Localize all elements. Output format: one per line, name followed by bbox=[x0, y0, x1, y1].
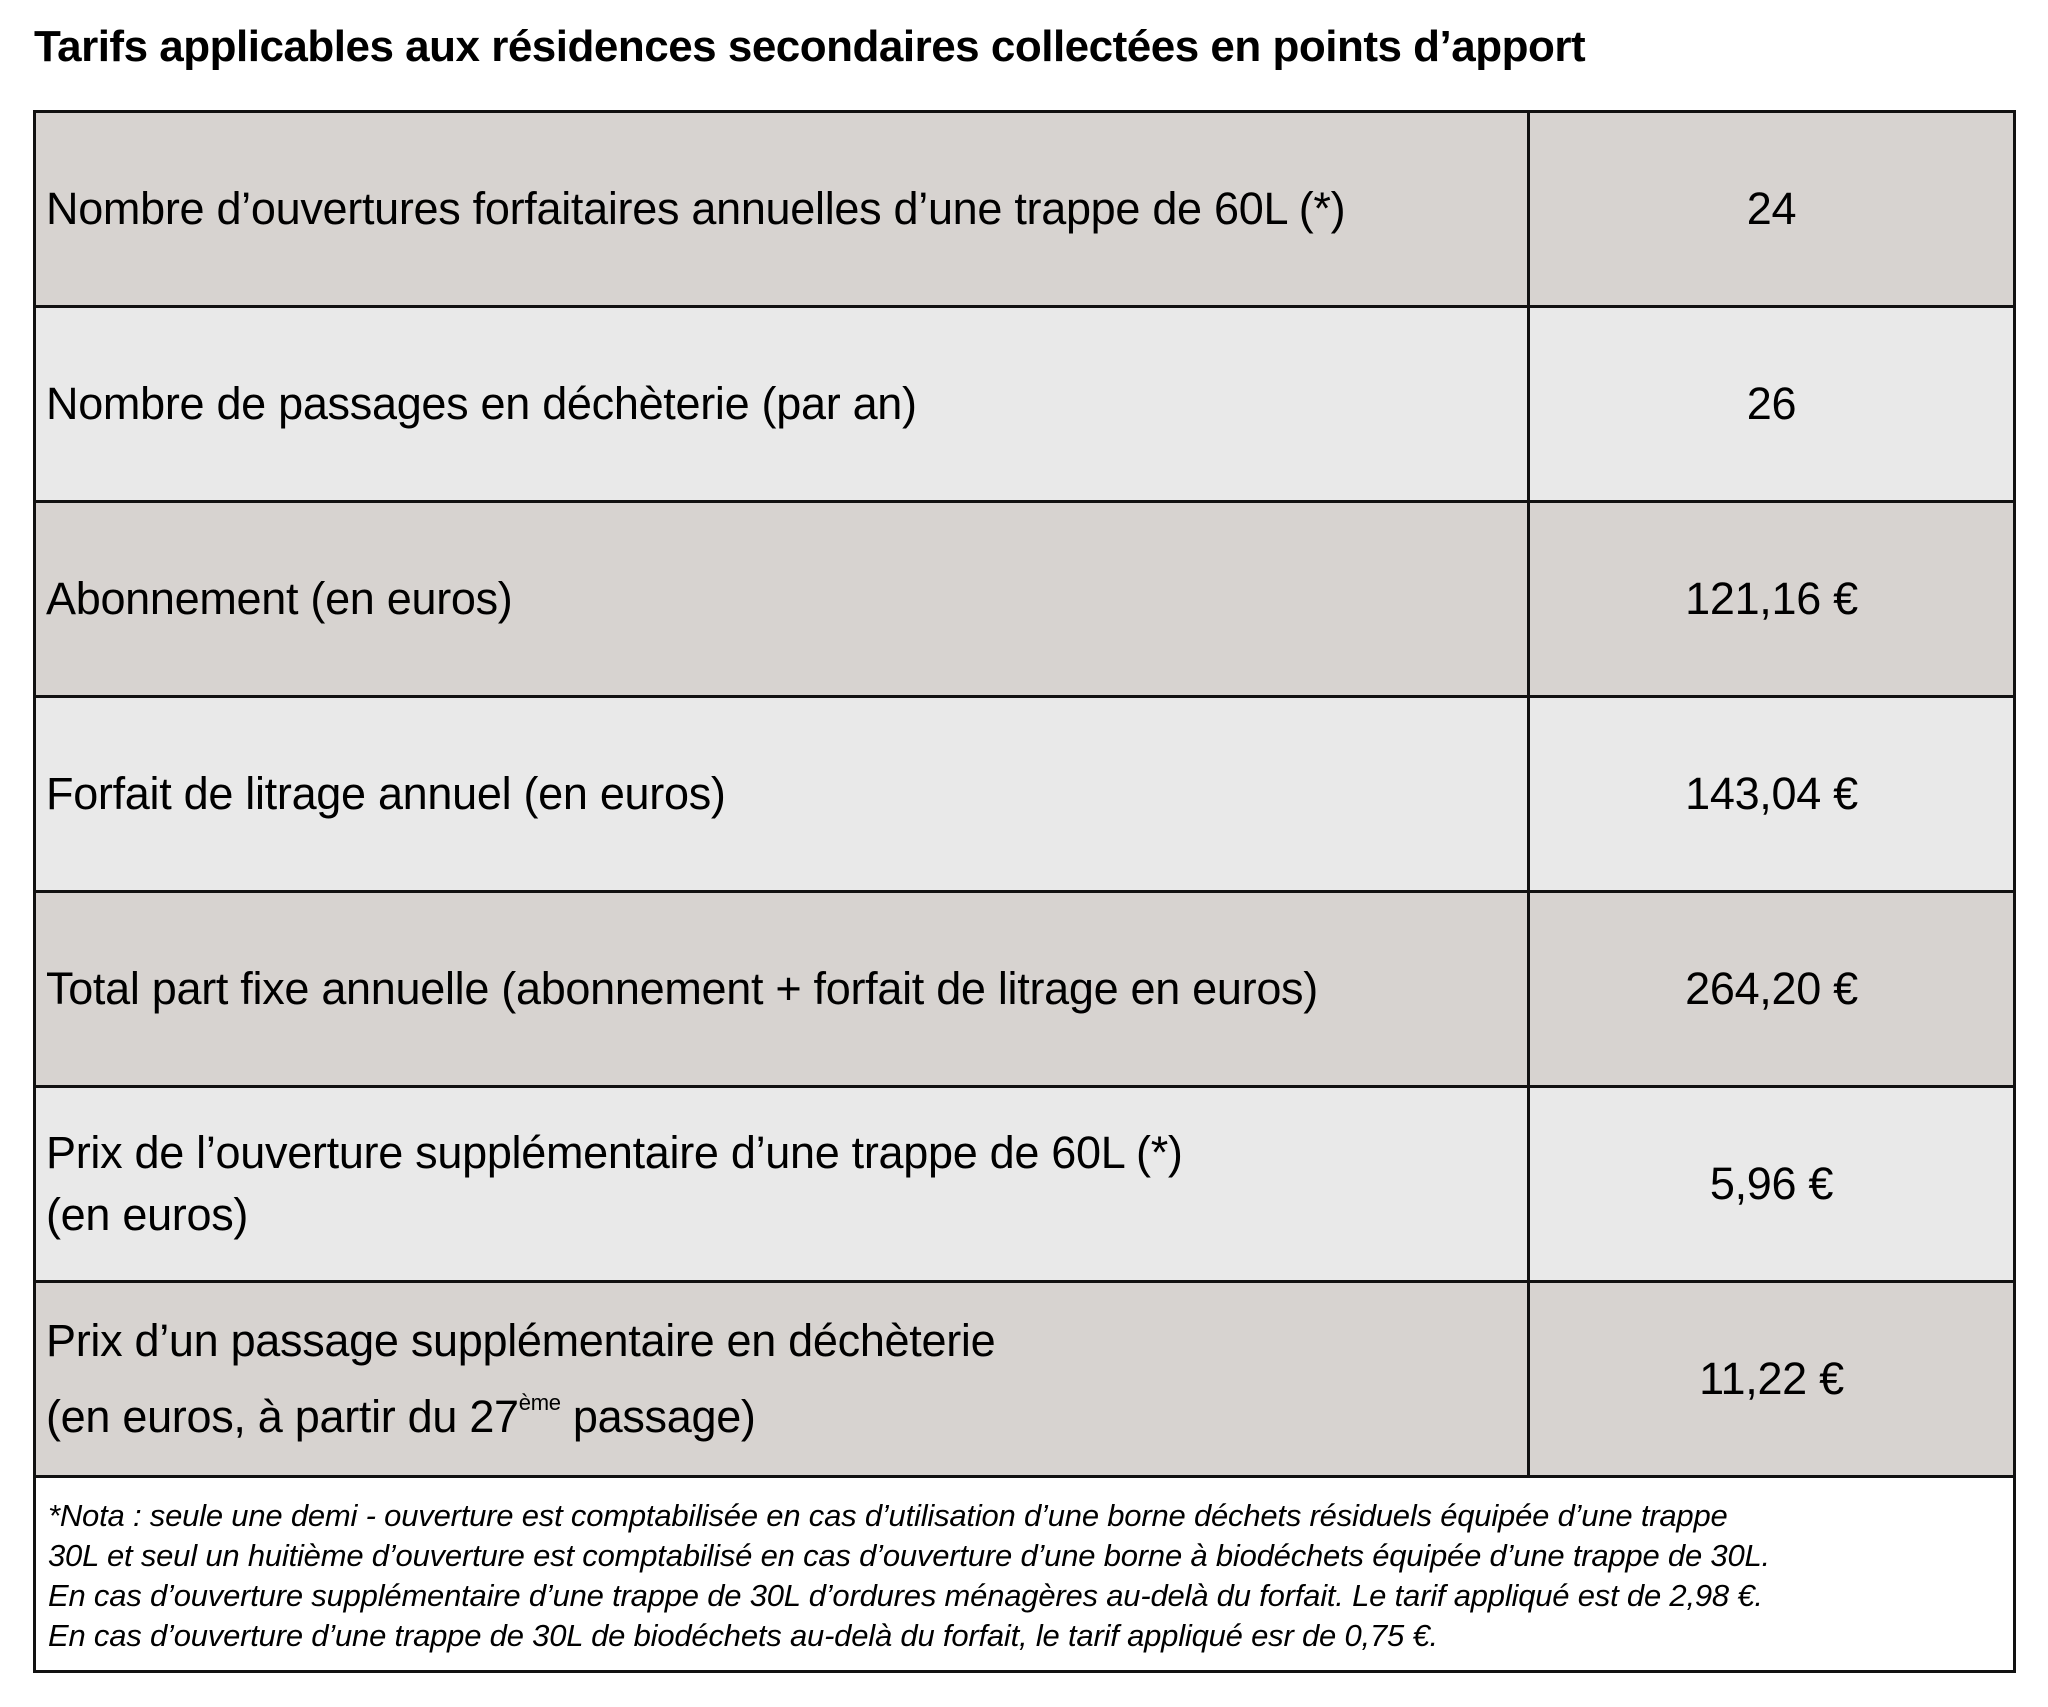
row-label: Abonnement (en euros) bbox=[36, 503, 1530, 695]
table-row bbox=[36, 113, 2013, 308]
tariff-table bbox=[33, 110, 2016, 1673]
row-label-line: Prix de l’ouverture supplémentaire d’une trappe de 60L (*) bbox=[46, 1127, 1183, 1178]
table-row bbox=[36, 698, 2013, 893]
footnote-line: En cas d’ouverture supplémentaire d’une trappe de 30L d’ordures ménagères au-delà du forfait. Le tarif appliqué est de 2,98 €. bbox=[48, 1578, 1763, 1613]
footnote-line: 30L et seul un huitième d’ouverture est comptabilisé en cas d’ouverture d’une borne à biodéchets équipée d’une trappe de 30L. bbox=[48, 1538, 1770, 1573]
row-value: 264,20 € bbox=[1685, 963, 1858, 1014]
footnote bbox=[36, 1478, 2013, 1670]
row-label-line: (en euros) bbox=[46, 1189, 249, 1240]
row-label-line bbox=[46, 1372, 995, 1448]
row-label bbox=[36, 1088, 1530, 1280]
row-label: Total part fixe annuelle (abonnement + forfait de litrage en euros) bbox=[36, 893, 1530, 1085]
table-row bbox=[36, 308, 2013, 503]
label-text: (en euros, à partir du 27 bbox=[46, 1391, 519, 1442]
page-title: Tarifs applicables aux résidences secondaires collectées en points d’apport bbox=[34, 22, 1586, 71]
row-label-line: Prix d’un passage supplémentaire en déchèterie bbox=[46, 1315, 996, 1366]
ordinal-suffix: ème bbox=[518, 1390, 561, 1415]
table-row bbox=[36, 1283, 2013, 1478]
table-row bbox=[36, 1088, 2013, 1283]
label-text: passage) bbox=[560, 1391, 756, 1442]
table-row bbox=[36, 893, 2013, 1088]
row-value: 143,04 € bbox=[1685, 768, 1858, 819]
row-value: 26 bbox=[1746, 378, 1797, 429]
row-value: 24 bbox=[1746, 183, 1797, 234]
footnote-line: En cas d’ouverture d’une trappe de 30L de biodéchets au-delà du forfait, le tarif appliqué esr de 0,75 €. bbox=[48, 1618, 1438, 1653]
row-value: 5,96 € bbox=[1709, 1158, 1834, 1209]
row-label: Nombre de passages en déchèterie (par an) bbox=[36, 308, 1530, 500]
row-value: 11,22 € bbox=[1699, 1353, 1844, 1404]
row-label bbox=[36, 1283, 1530, 1475]
row-label: Nombre d’ouvertures forfaitaires annuelles d’une trappe de 60L (*) bbox=[36, 113, 1530, 305]
table-row bbox=[36, 503, 2013, 698]
footnote-line: *Nota : seule une demi - ouverture est comptabilisée en cas d’utilisation d’une borne déchets résiduels équipée d’une trappe bbox=[48, 1498, 1728, 1533]
row-value: 121,16 € bbox=[1685, 573, 1858, 624]
row-label: Forfait de litrage annuel (en euros) bbox=[36, 698, 1530, 890]
